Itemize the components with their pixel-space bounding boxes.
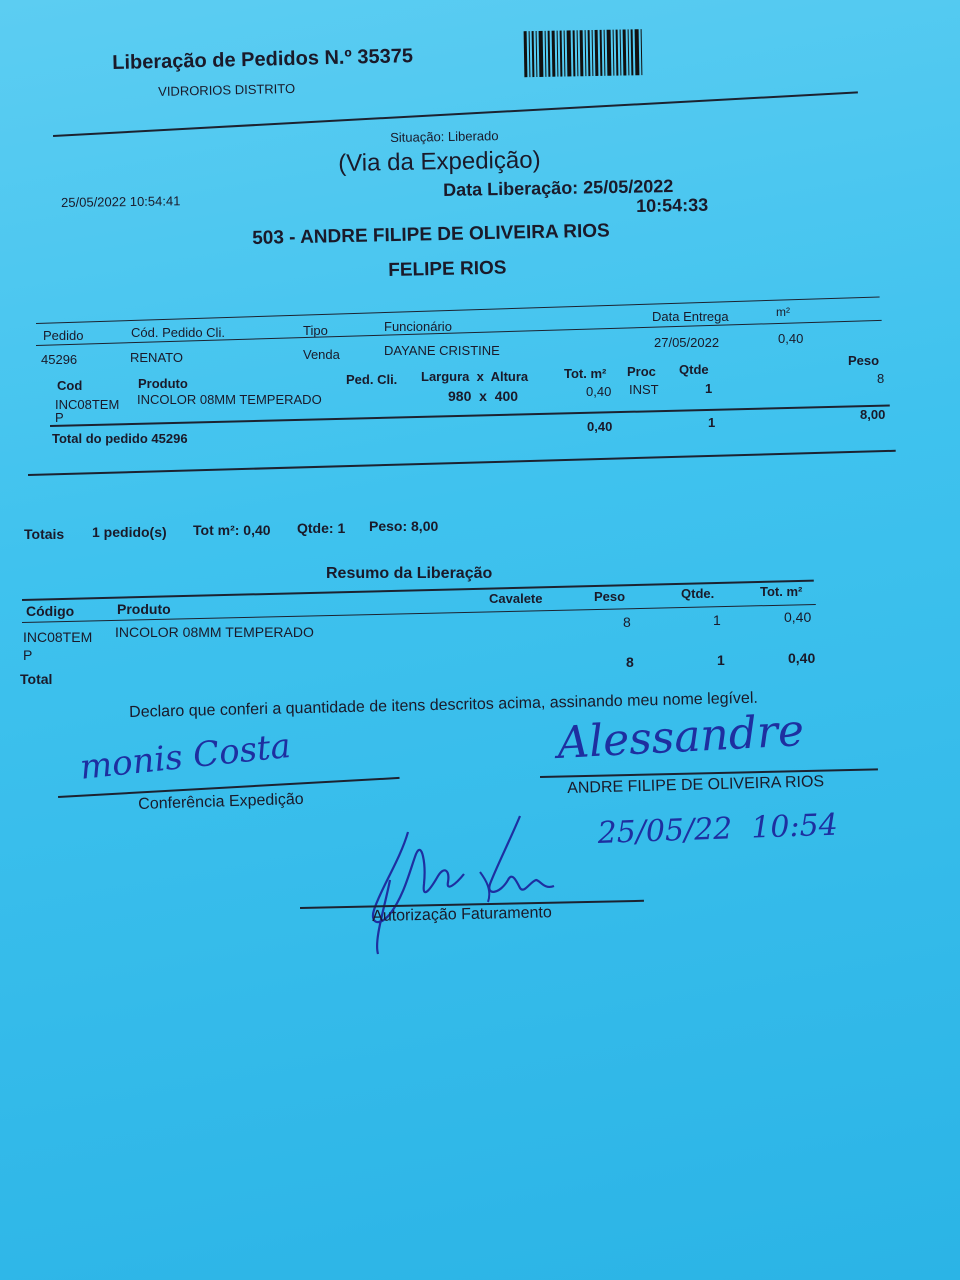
summary-peso: 8 bbox=[623, 614, 631, 630]
conferencia-label: Conferência Expedição bbox=[138, 790, 304, 813]
col-produto: Produto bbox=[138, 376, 188, 391]
summary-col-produto: Produto bbox=[117, 601, 171, 617]
item-cod: INC08TEM bbox=[55, 397, 120, 412]
summary-codigo: INC08TEM bbox=[23, 629, 93, 645]
order-total-qtde: 1 bbox=[708, 415, 716, 430]
print-datetime: 25/05/2022 10:54:41 bbox=[61, 193, 181, 210]
totals-label: Totais bbox=[24, 526, 65, 542]
summary-col-tot-m2: Tot. m² bbox=[760, 584, 803, 599]
barcode bbox=[524, 29, 665, 77]
item-dimensions: 980 x 400 bbox=[448, 388, 519, 404]
via-expedicao-text: (Via da Expedição) bbox=[338, 146, 541, 177]
autorizacao-label: Autorização Faturamento bbox=[372, 904, 552, 925]
client-signature-label: ANDRE FILIPE DE OLIVEIRA RIOS bbox=[567, 773, 825, 797]
order-bottom-rule bbox=[28, 450, 896, 476]
col-cod-pedido-cli: Cód. Pedido Cli. bbox=[131, 325, 225, 340]
order-funcionario: DAYANE CRISTINE bbox=[384, 343, 500, 358]
summary-total-qtde: 1 bbox=[717, 652, 725, 668]
client-short-name: FELIPE RIOS bbox=[388, 257, 507, 281]
summary-col-codigo: Código bbox=[26, 603, 75, 619]
summary-col-peso: Peso bbox=[594, 589, 626, 604]
col-tipo: Tipo bbox=[303, 323, 328, 338]
totals-peso: Peso: 8,00 bbox=[369, 518, 439, 534]
document-title: Liberação de Pedidos N.º 35375 bbox=[112, 45, 414, 74]
order-tipo: Venda bbox=[303, 347, 340, 362]
col-data-entrega: Data Entrega bbox=[652, 309, 729, 324]
col-peso: Peso bbox=[848, 353, 880, 368]
order-total-peso: 8,00 bbox=[860, 407, 886, 422]
col-tot-m2: Tot. m² bbox=[564, 366, 607, 381]
data-liberacao: Data Liberação: 25/05/2022 bbox=[443, 175, 674, 200]
order-data-entrega: 27/05/2022 bbox=[654, 335, 720, 350]
conferencia-signature: monis Costa bbox=[78, 725, 293, 788]
totals-pedidos: 1 pedido(s) bbox=[92, 524, 167, 540]
client-name: 503 - ANDRE FILIPE DE OLIVEIRA RIOS bbox=[252, 220, 610, 249]
item-produto: INCOLOR 08MM TEMPERADO bbox=[137, 392, 322, 407]
item-peso: 8 bbox=[877, 371, 885, 386]
order-cod-pedido-cli: RENATO bbox=[130, 350, 183, 365]
order-top-rule bbox=[36, 296, 880, 324]
summary-total-tot-m2: 0,40 bbox=[788, 650, 816, 666]
situacao-text: Situação: Liberado bbox=[390, 128, 499, 145]
col-ped-cli: Ped. Cli. bbox=[346, 372, 398, 387]
company-name: VIDRORIOS DISTRITO bbox=[158, 80, 296, 99]
col-qtde: Qtde bbox=[679, 362, 709, 377]
summary-col-qtde: Qtde. bbox=[681, 586, 715, 601]
handwritten-datetime: 25/05/22 10:54 bbox=[597, 807, 839, 851]
col-funcionario: Funcionário bbox=[384, 319, 452, 334]
col-proc: Proc bbox=[627, 364, 656, 379]
client-signature: Alessandre bbox=[556, 705, 806, 769]
summary-codigo-suffix: P bbox=[23, 647, 33, 663]
order-pedido: 45296 bbox=[41, 352, 78, 367]
totals-qtde: Qtde: 1 bbox=[297, 520, 346, 536]
summary-col-cavalete: Cavalete bbox=[489, 591, 543, 606]
col-m2: m² bbox=[776, 305, 790, 319]
summary-tot-m2: 0,40 bbox=[784, 609, 812, 625]
data-liberacao-time: 10:54:33 bbox=[636, 194, 709, 216]
summary-qtde: 1 bbox=[713, 612, 721, 628]
autorizacao-signature bbox=[360, 810, 580, 960]
col-largura-altura: Largura x Altura bbox=[421, 369, 529, 384]
item-cod-suffix: P bbox=[55, 410, 64, 425]
col-cod: Cod bbox=[57, 378, 83, 393]
summary-total-label: Total bbox=[20, 671, 53, 687]
summary-title: Resumo da Liberação bbox=[326, 565, 493, 582]
order-total-m2: 0,40 bbox=[587, 419, 613, 434]
item-tot-m2: 0,40 bbox=[586, 384, 612, 399]
order-m2: 0,40 bbox=[778, 331, 804, 346]
summary-produto: INCOLOR 08MM TEMPERADO bbox=[115, 624, 314, 640]
col-pedido: Pedido bbox=[43, 328, 84, 343]
totals-tot-m2: Tot m²: 0,40 bbox=[193, 522, 271, 538]
summary-total-peso: 8 bbox=[626, 654, 634, 670]
order-total-label: Total do pedido 45296 bbox=[52, 431, 188, 446]
item-qtde: 1 bbox=[705, 381, 713, 396]
declaration-text: Declaro que conferi a quantidade de itens descritos acima, assinando meu nome legível. bbox=[129, 689, 759, 721]
item-proc: INST bbox=[629, 382, 659, 397]
order-total-rule bbox=[50, 404, 890, 427]
